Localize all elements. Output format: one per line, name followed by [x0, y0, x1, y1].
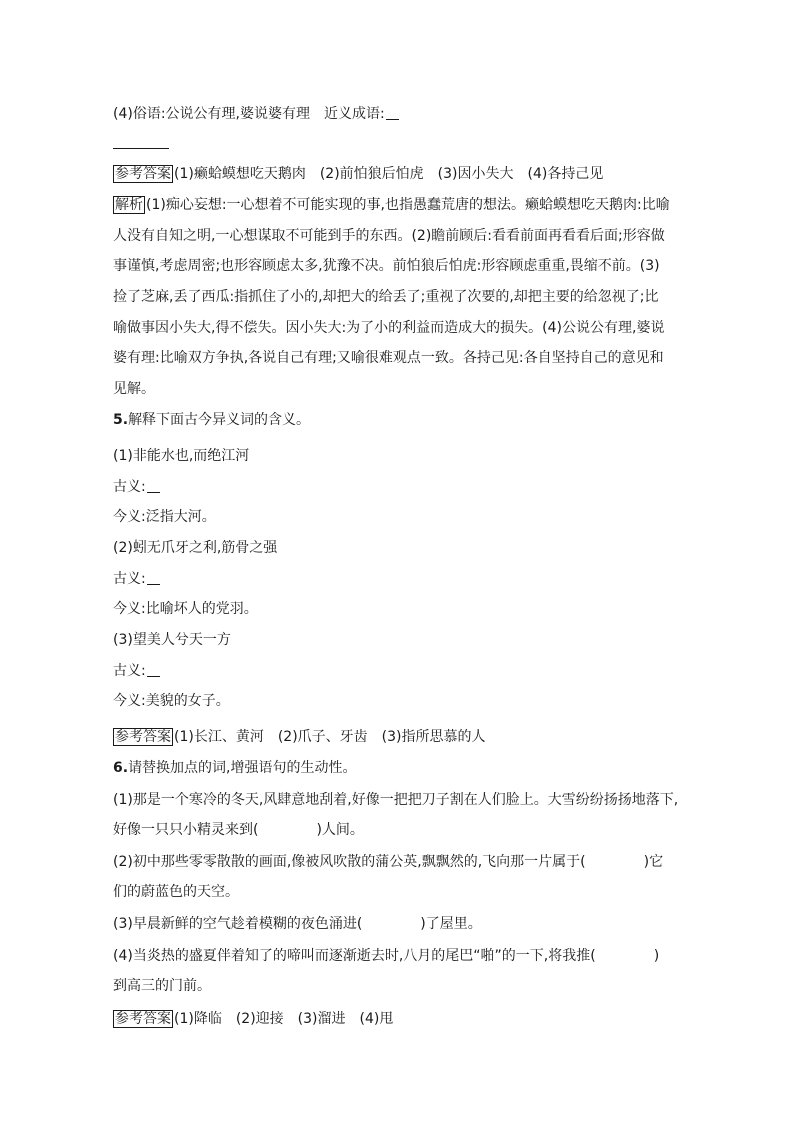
- q5-title: [113, 410, 310, 430]
- q5-gu2-label: 古义:: [113, 571, 146, 587]
- q6-s3-pre: (3)早晨新鲜的空气趁着模糊的夜色涌进(: [113, 916, 363, 932]
- q6-s4-line2: 到高三的门前。: [113, 978, 211, 994]
- q6-number: 6.: [113, 760, 129, 776]
- q6-s3: [113, 914, 482, 934]
- q6-s1-post: )人间。: [316, 822, 364, 838]
- q5-gu2: [113, 569, 160, 589]
- analysis4-line-4: 捡了芝麻,丢了西瓜:指抓住了小的,却把大的给丢了;重视了次要的,却把主要的给忽视了;比: [113, 289, 659, 305]
- q4-item4-text: (4)俗语:公说公有理,婆说婆有理 近义成语:: [113, 106, 385, 122]
- q6-s2-line1: [113, 852, 663, 872]
- answer-tag: 参考答案: [115, 729, 171, 745]
- q6-s1-line1: (1)那是一个寒冷的冬天,风肆意地刮着,好像一把把刀子割在人们脸上。大雪纷纷扬扬地落下,: [113, 792, 679, 808]
- q5-item1: (1)非能水也,而绝江河: [113, 448, 250, 464]
- answer5-text: (1)长江、黄河 (2)爪子、牙齿 (3)指所思慕的人: [174, 729, 486, 745]
- analysis4-line-3: 事谨慎,考虑周密;也形容顾虑太多,犹豫不决。前怕狼后怕虎:形容顾虑重重,畏缩不前。(3): [113, 258, 660, 274]
- q5-jin3: 今义:美貌的女子。: [113, 693, 230, 709]
- answer5-row: [113, 727, 486, 747]
- analysis4-line-6: 婆有理:比喻双方争执,各说自己有理;又喻很难观点一致。各持己见:各自坚持自己的意见和: [113, 350, 664, 366]
- q4-item4: [113, 104, 399, 124]
- q6-s1-line2: [113, 820, 364, 840]
- answer-line: [113, 148, 169, 149]
- answer-tag: 参考答案: [115, 166, 171, 182]
- q5-gu1-label: 古义:: [113, 479, 146, 495]
- q5-gu3: [113, 661, 160, 681]
- q5-gu3-label: 古义:: [113, 663, 146, 679]
- q5-gu1: [113, 477, 160, 497]
- q6-s4-post: ): [653, 948, 660, 964]
- q6-s1-pre: 好像一只只小精灵来到(: [113, 822, 259, 838]
- answer-blank: [386, 105, 399, 120]
- q6-s2-post: )它: [643, 854, 664, 870]
- q6-s2-pre: (2)初中那些零零散散的画面,像被风吹散的蒲公英,飘飘然的,飞向那一片属于(: [113, 854, 586, 870]
- answer6-text: (1)降临 (2)迎接 (3)溜进 (4)甩: [174, 1011, 394, 1027]
- answer-blank: [147, 662, 160, 677]
- answer4-row: [113, 164, 603, 184]
- q5-item3: (3)望美人兮天一方: [113, 632, 231, 648]
- q6-s3-post: )了屋里。: [420, 916, 482, 932]
- answer4-text: (1)癞蛤蟆想吃天鹅肉 (2)前怕狼后怕虎 (3)因小失大 (4)各持己见: [174, 166, 604, 182]
- analysis4-text-1: (1)痴心妄想:一心想着不可能实现的事,也指愚蠢荒唐的想法。癞蛤蟆想吃天鹅肉:比喻: [146, 197, 670, 213]
- analysis4-line-1: [113, 195, 670, 215]
- q6-s2-line2: 们的蔚蓝色的天空。: [113, 884, 239, 900]
- q5-jin2: 今义:比喻坏人的党羽。: [113, 601, 258, 617]
- q6-s4-pre: (4)当炎热的盛夏伴着知了的啼叫而逐渐逝去时,八月的尾巴“啪”的一下,将我推(: [113, 948, 596, 964]
- q6-s4-line1: [113, 946, 659, 966]
- answer-tag: 参考答案: [115, 1011, 171, 1027]
- q5-title-text: 解释下面古今异义词的含义。: [128, 412, 311, 428]
- q5-number: 5.: [113, 412, 129, 428]
- analysis4-line-7: 见解。: [113, 381, 155, 397]
- q6-title-text: 请替换加点的词,增强语句的生动性。: [128, 760, 357, 776]
- q6-title: [113, 758, 357, 778]
- q5-item2: (2)蚓无爪牙之利,筋骨之强: [113, 540, 278, 556]
- answer6-row: [113, 1009, 393, 1029]
- analysis4-line-2: 人没有自知之明,一心想谋取不可能到手的东西。(2)瞻前顾后:看看前面再看看后面;形容做: [113, 228, 665, 244]
- q5-jin1: 今义:泛指大河。: [113, 509, 216, 525]
- analysis-tag: 解析: [115, 197, 143, 213]
- answer-blank: [147, 478, 160, 493]
- answer-blank: [147, 570, 160, 585]
- analysis4-line-5: 喻做事因小失大,得不偿失。因小失大:为了小的利益而造成大的损失。(4)公说公有理,婆说: [113, 320, 665, 336]
